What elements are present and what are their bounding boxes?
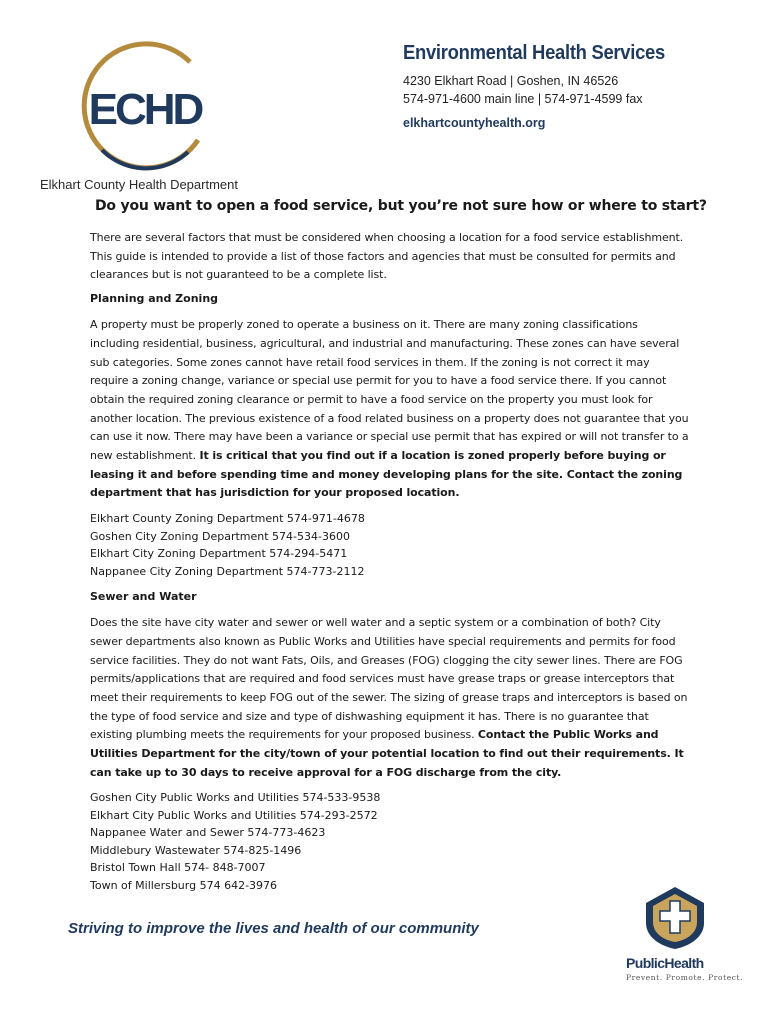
- sewer-heading: Sewer and Water: [90, 590, 197, 604]
- zoning-contacts: [90, 510, 690, 580]
- echd-logo-text: ECHD: [88, 85, 202, 134]
- contact-line: Elkhart City Public Works and Utilities 574-293-2572: [90, 808, 378, 822]
- contact-line: Nappanee City Zoning Department 574-773-2112: [90, 564, 365, 578]
- contact-line: Bristol Town Hall 574- 848-7007: [90, 861, 266, 875]
- echd-logo-icon: [70, 40, 220, 180]
- planning-text: A property must be properly zoned to operate a business on it. There are many zoning classifications including residential, business, agricultural, and industrial and manufacturing. These zones can have several sub categories. Some zones cannot have retail food services in them. If the zoning is not correct it may require a zoning change, variance or special use permit for you to have a food service there. If you cannot obtain the required zoning clearance or permit to have a food service on the property you must look for another location. The previous existence of a food related business on a property does not guarantee that you can use it now. There may have been a variance or special use permit that has expired or will not transfer to a new establishment.: [90, 318, 689, 463]
- contact-line: Elkhart City Zoning Department 574-294-5471: [90, 547, 348, 561]
- document-body: [90, 198, 707, 904]
- public-health-title: PublicHealth: [626, 955, 704, 971]
- public-health-shield-icon: [642, 885, 708, 951]
- echd-logo: [40, 40, 250, 200]
- page-title: Environmental Health Services: [403, 42, 665, 64]
- department-name: Elkhart County Health Department: [40, 177, 238, 192]
- header-contact: [403, 42, 733, 130]
- website-link[interactable]: elkhartcountyhealth.org: [403, 116, 546, 130]
- planning-paragraph: [90, 316, 690, 503]
- contact-line: Nappanee Water and Sewer 574-773-4623: [90, 826, 326, 840]
- footer-tagline: Striving to improve the lives and health of our community: [68, 920, 479, 937]
- public-health-motto: Prevent. Promote. Protect.: [626, 973, 744, 982]
- planning-heading: Planning and Zoning: [90, 292, 219, 306]
- sewer-bold-text: Contact the Public Works and Utilities Department for the city/town of your potential location to find out their requirements. It can take up to 30 days to receive approval for a FOG discharge from the city.: [90, 728, 684, 779]
- public-health-logo: [620, 885, 744, 985]
- contact-line: Middlebury Wastewater 574-825-1496: [90, 843, 302, 857]
- intro-paragraph: There are several factors that must be considered when choosing a location for a food service establishment. This guide is intended to provide a list of those factors and agencies that must be consulted for permits and clearances but is not guaranteed to be a complete list.: [90, 231, 684, 282]
- contact-line: Elkhart County Zoning Department 574-971-4678: [90, 512, 365, 526]
- sewer-paragraph: [90, 614, 690, 782]
- utility-contacts: [90, 789, 690, 894]
- headline: Do you want to open a food service, but you’re not sure how or where to start?: [95, 198, 707, 214]
- planning-bold-text: It is critical that you find out if a location is zoned properly before buying or leasing it and before spending time and money developing plans for the site. Contact the zoning department that has jurisdiction for your proposed location.: [90, 449, 683, 500]
- contact-line: Goshen City Zoning Department 574-534-3600: [90, 529, 350, 543]
- address: 4230 Elkhart Road | Goshen, IN 46526: [403, 74, 619, 88]
- contact-line: Goshen City Public Works and Utilities 574-533-9538: [90, 791, 381, 805]
- sewer-text: Does the site have city water and sewer or well water and a septic system or a combination of both? City sewer departments also known as Public Works and Utilities have special requirements and permits for food service facilities. They do not want Fats, Oils, and Greases (FOG) clogging the city sewer lines. There are FOG permits/applications that are required and food services must have grease traps or grease interceptors that meet their requirements to keep FOG out of the sewer. The sizing of grease traps and interceptors is based on the type of food service and size and type of dishwashing equipment it has. There is no guarantee that existing plumbing meets the requirements for your proposed business.: [90, 616, 688, 742]
- contact-line: Town of Millersburg 574 642-3976: [90, 878, 278, 892]
- phone-numbers: 574-971-4600 main line | 574-971-4599 fax: [403, 92, 643, 106]
